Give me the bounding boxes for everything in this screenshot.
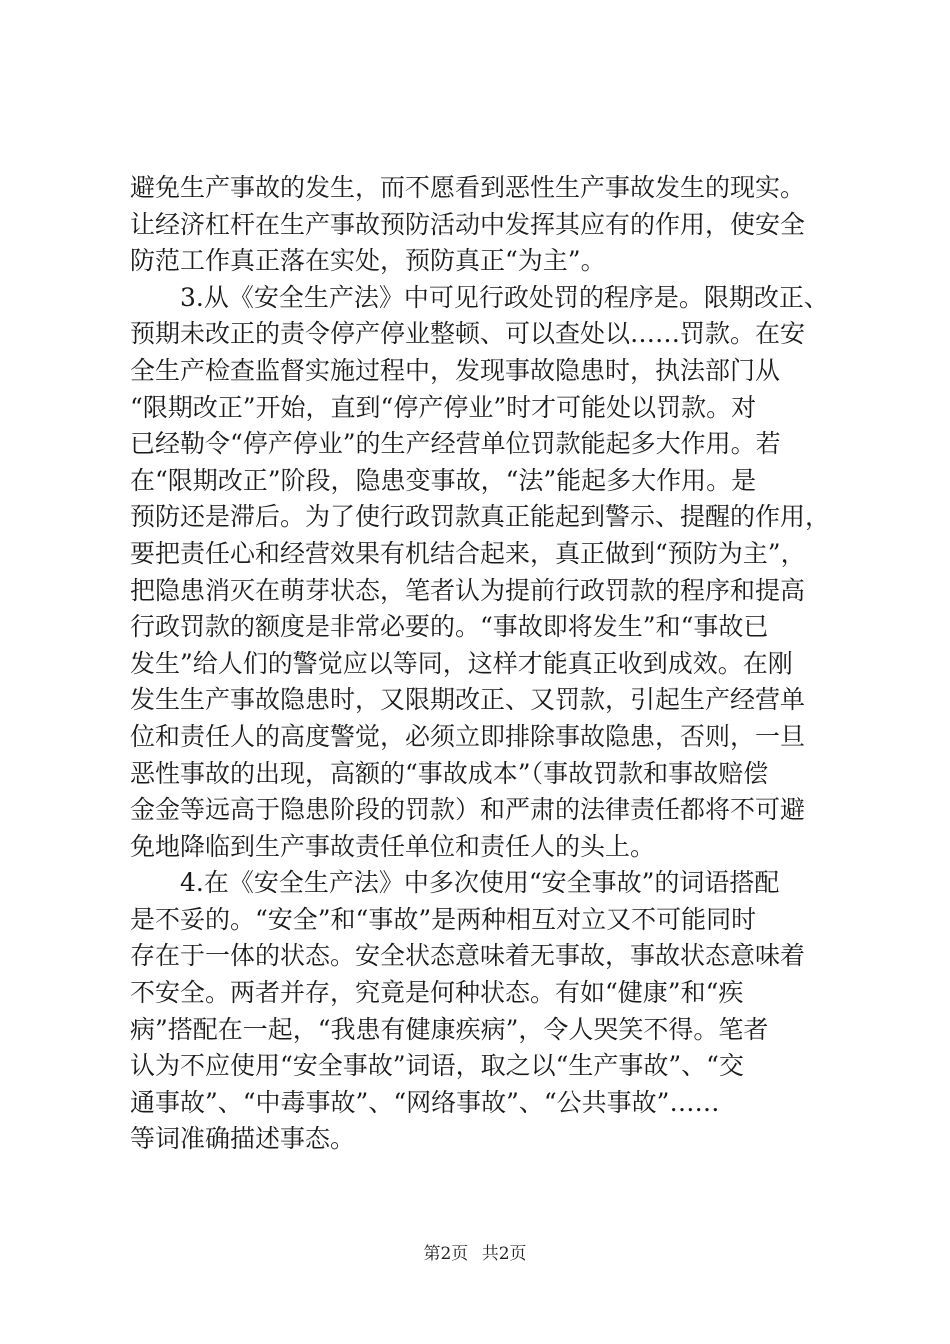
text-line: 通事故”、“中毒事故”、“网络事故”、“公共事故”…… (130, 1087, 720, 1117)
text-line: 把隐患消灭在萌芽状态，笔者认为提前行政罚款的程序和提高 (130, 575, 806, 605)
paragraph-3-start: 3.从《安全生产法》中可见行政处罚的程序是。限期改正、 (180, 282, 829, 312)
text-line: 恶性事故的出现，高额的“事故成本”（事故罚款和事故赔偿 (130, 758, 769, 788)
text-line: 已经勒令“停产停业”的生产经营单位罚款能起多大作用。若 (130, 429, 781, 459)
text-line: 位和责任人的高度警觉，必须立即排除事故隐患，否则，一旦 (130, 721, 806, 751)
text-line: 行政罚款的额度是非常必要的。“事故即将发生”和“事故已 (130, 612, 769, 642)
text-line: 不安全。两者并存，究竟是何种状态。有如“健康”和“疾 (130, 978, 744, 1008)
text-line: 预防还是滞后。为了使行政罚款真正能起到警示、提醒的作用， (130, 502, 831, 532)
text-line: 金金等远高于隐患阶段的罚款）和严肃的法律责任都将不可避 (130, 795, 806, 825)
text-line: 避免生产事故的发生，而不愿看到恶性生产事故发生的现实。 (130, 173, 806, 202)
text-line: 等词准确描述事态。 (130, 1124, 356, 1154)
text-line: 防范工作真正落在实处，预防真正“为主”。 (130, 246, 606, 276)
page-total: 共2页 (481, 1244, 527, 1264)
text-line: 发生生产事故隐患时，又限期改正、又罚款，引起生产经营单 (130, 685, 806, 715)
text-line: 让经济杠杆在生产事故预防活动中发挥其应有的作用，使安全 (130, 209, 806, 239)
text-line: “限期改正”开始，直到“停产停业”时才可能处以罚款。对 (130, 392, 757, 422)
text-line: 是不妥的。“安全”和“事故”是两种相互对立又不可能同时 (130, 904, 757, 934)
paragraph-4-start: 4.在《安全生产法》中多次使用“安全事故”的词语搭配 (180, 868, 780, 898)
text-line: 预期未改正的责令停产停业整顿、可以查处以……罚款。在安 (130, 319, 806, 349)
text-line: 存在于一体的状态。安全状态意味着无事故，事故状态意味着 (130, 941, 806, 971)
text-line: 在“限期改正”阶段，隐患变事故，“法”能起多大作用。是 (130, 465, 757, 495)
text-line: 免地降临到生产事故责任单位和责任人的头上。 (130, 831, 656, 861)
text-line: 发生”给人们的警觉应以等同，这样才能真正收到成效。在刚 (130, 648, 793, 678)
text-line: 认为不应使用“安全事故”词语，取之以“生产事故”、“交 (130, 1051, 744, 1081)
text-line: 要把责任心和经营效果有机结合起来，真正做到“预防为主”， (130, 538, 806, 568)
page-number: 第2页 (423, 1244, 469, 1264)
text-line: 病”搭配在一起，“我患有健康疾病”，令人哭笑不得。笔者 (130, 1014, 769, 1044)
page-footer (0, 1242, 950, 1266)
document-body (130, 170, 835, 1158)
text-line: 全生产检查监督实施过程中，发现事故隐患时，执法部门从 (130, 355, 781, 385)
